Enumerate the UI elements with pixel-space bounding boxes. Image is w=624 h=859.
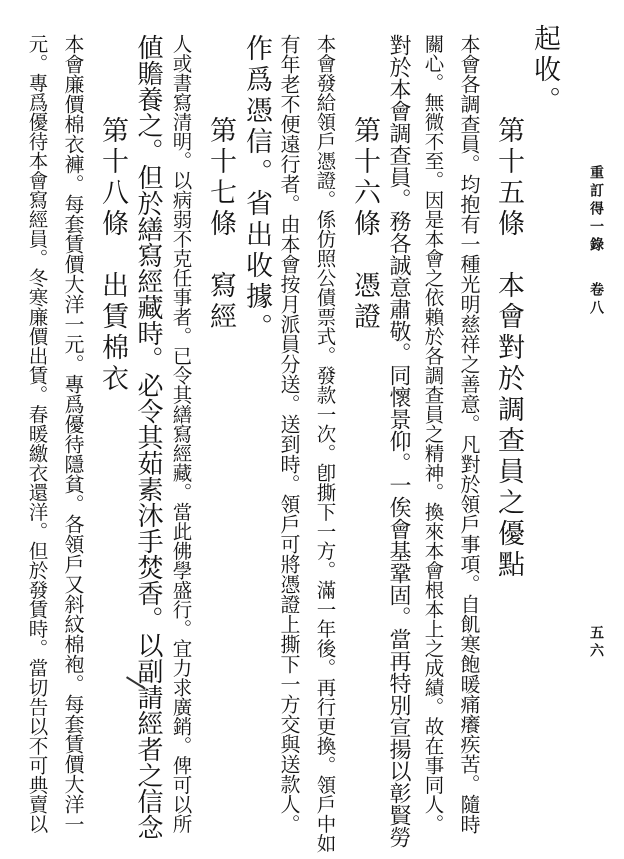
text-column-15: 元。專爲優待本會寫經員。冬寒廉價出賃。春暖繳衣還洋。但於發賃時。當切告以不可典賣以 <box>25 34 49 834</box>
text-column-8: 有年老不便遠行者。由本會按月派員分送。送到時。領戶可將憑證上撕下一方交與送款人。 <box>277 34 301 834</box>
text-column-12: 値贍養之。但於繕寫經藏時。必令其茹素沐手焚香。以副請經者之信念 <box>133 34 163 840</box>
text-column-4: 關心。無微不至。因是本會之依賴於各調查員之精神。換來本會根本上之成績。故在事同人。 <box>421 34 445 834</box>
text-column-1: 起收。 <box>529 24 560 117</box>
text-column-7: 本會發給領戶憑證。係仿照公債票式。發款一次。卽撕下一方。滿一年後。再行更換。領戶中如 <box>313 34 337 853</box>
article-18-heading: 第十八條 出賃棉衣 <box>97 116 128 395</box>
book-title: 重訂得一錄 <box>588 165 604 255</box>
text-column-11: 人或書寫清明。以病弱不克任事者。已令其繕寫經藏。當此佛學盛行。宜力求廣銷。俾可以所 <box>169 34 193 834</box>
article-16-heading: 第十六條 憑證 <box>349 116 380 333</box>
page-number: 五六 <box>588 625 604 661</box>
text-column-9: 作爲憑信。省出收據。 <box>241 34 272 344</box>
volume-label: 卷八 <box>588 282 604 318</box>
text-column-14: 本會廉價棉衣褲。每套賃價大洋一元。專爲優待隱貧。各領戶又斜紋棉袍。每套賃價大洋一 <box>61 34 85 834</box>
article-17-heading: 第十七條 寫經 <box>205 116 236 333</box>
text-column-3: 本會各調查員。均抱有一種光明慈祥之善意。凡對於領戶事項。自飢寒飽暖痛癢疾苦。隨時 <box>457 34 481 834</box>
text-column-5: 對於本會調查員。務各誠意肅敬。同懷景仰。一俟會基鞏固。當再特別宣揚以彰賢勞 <box>386 34 411 848</box>
article-15-heading: 第十五條 本會對於調查員之優點 <box>493 116 524 581</box>
